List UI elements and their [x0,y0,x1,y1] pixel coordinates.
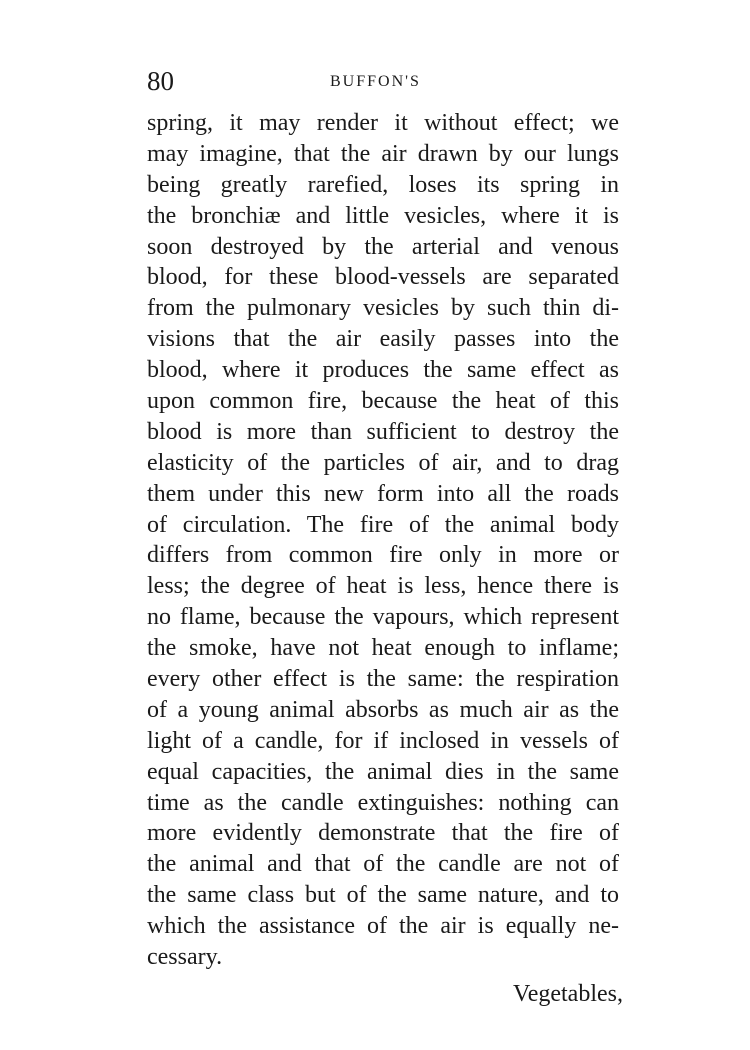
text-line: less; the degree of heat is less, hence there is [147,573,619,600]
running-head: BUFFON'S [330,73,421,90]
text-line: which the assistance of the air is equally ne- [147,913,619,940]
text-line: every other effect is the same: the respiration [147,666,619,693]
text-line: equal capacities, the animal dies in the same [147,758,619,785]
text-line: no flame, because the vapours, which represent [147,604,619,631]
text-line: more evidently demonstrate that the fire of [147,820,619,847]
text-line: blood, where it produces the same effect as [147,357,619,384]
text-line: being greatly rarefied, loses its spring in [147,171,619,198]
text-line: time as the candle extinguishes: nothing can [147,789,619,816]
text-line: the bronchiæ and little vesicles, where it is [147,202,619,229]
text-line: elasticity of the particles of air, and to drag [147,449,619,476]
catchword: Vegetables, [513,981,623,1007]
page-number: 80 [147,66,174,96]
text-line: soon destroyed by the arterial and venous [147,233,619,260]
text-line: blood is more than sufficient to destroy the [147,418,619,445]
text-line: the smoke, have not heat enough to inflame; [147,635,619,662]
text-line: of a young animal absorbs as much air as the [147,696,619,723]
text-line: of circulation. The fire of the animal body [147,511,619,538]
text-line: upon common fire, because the heat of this [147,388,619,415]
text-line: may imagine, that the air drawn by our lungs [147,140,619,167]
text-line: from the pulmonary vesicles by such thin di- [147,295,619,322]
text-line: visions that the air easily passes into the [147,326,619,353]
text-line: cessary. [147,944,223,971]
text-line: the animal and that of the candle are not of [147,851,619,878]
text-line: the same class but of the same nature, and to [147,882,619,909]
text-line: differs from common fire only in more or [147,542,619,569]
body-text [147,108,619,973]
text-line: light of a candle, for if inclosed in vessels of [147,727,619,754]
text-line: them under this new form into all the roads [147,480,619,507]
text-line: spring, it may render it without effect; we [147,110,619,136]
text-line: blood, for these blood-vessels are separated [147,264,619,291]
